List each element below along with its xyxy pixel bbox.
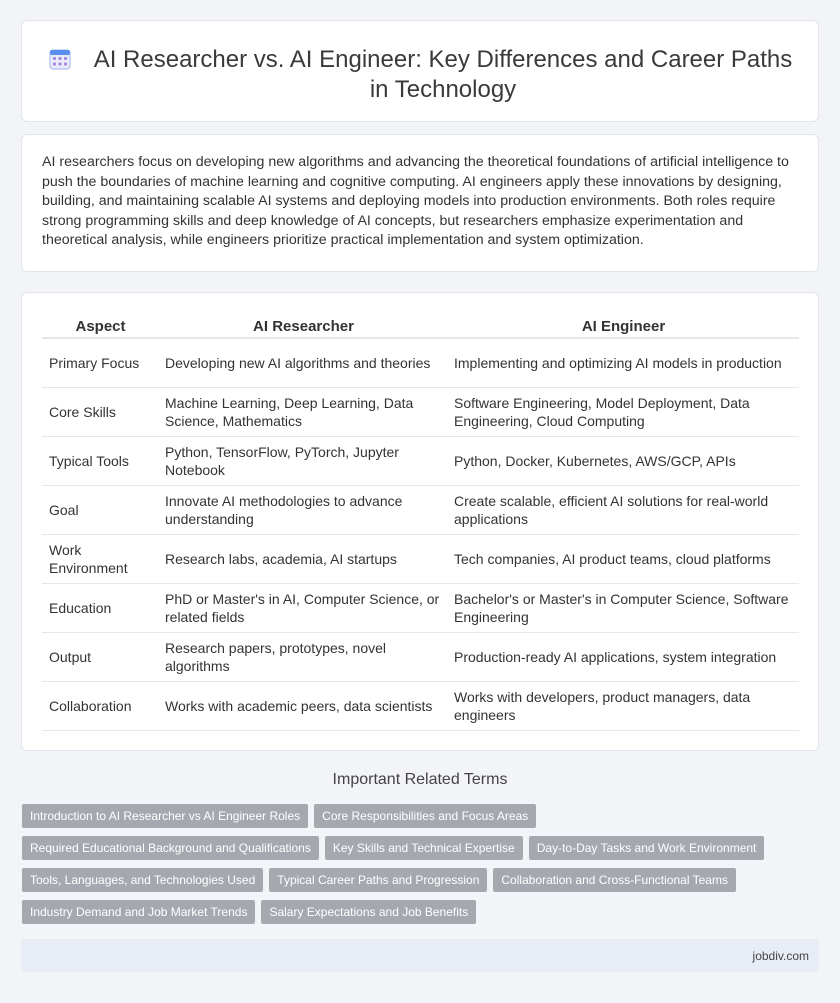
- cell-engineer: Python, Docker, Kubernetes, AWS/GCP, APIs: [448, 436, 799, 485]
- page-title: AI Researcher vs. AI Engineer: Key Differences and Career Paths in Technology: [93, 46, 793, 103]
- cell-aspect: Core Skills: [42, 387, 159, 436]
- table-header-row: [42, 313, 799, 338]
- table-row: [42, 534, 799, 583]
- table-row: [42, 436, 799, 485]
- cell-researcher: Research labs, academia, AI startups: [159, 534, 448, 583]
- table-row: [42, 338, 799, 387]
- cell-aspect: Typical Tools: [42, 436, 159, 485]
- header-ai-engineer: AI Engineer: [448, 313, 799, 338]
- header-ai-researcher: AI Researcher: [159, 313, 448, 338]
- related-term-tag[interactable]: Tools, Languages, and Technologies Used: [22, 868, 263, 892]
- footer-bar: [21, 939, 819, 972]
- related-term-tag[interactable]: Day-to-Day Tasks and Work Environment: [529, 836, 765, 860]
- related-term-tag[interactable]: Typical Career Paths and Progression: [269, 868, 487, 892]
- cell-engineer: Software Engineering, Model Deployment, Data Engineering, Cloud Computing: [448, 387, 799, 436]
- related-term-tag[interactable]: Industry Demand and Job Market Trends: [22, 900, 255, 924]
- table-row: [42, 583, 799, 632]
- cell-engineer: Works with developers, product managers, data engineers: [448, 681, 799, 730]
- cell-engineer: Bachelor's or Master's in Computer Science, Software Engineering: [448, 583, 799, 632]
- table-row: [42, 387, 799, 436]
- cell-researcher: Machine Learning, Deep Learning, Data Science, Mathematics: [159, 387, 448, 436]
- related-terms-tags: [22, 804, 782, 932]
- related-term-tag[interactable]: Key Skills and Technical Expertise: [325, 836, 523, 860]
- header-aspect: Aspect: [42, 313, 159, 338]
- cell-researcher: Developing new AI algorithms and theories: [159, 338, 448, 387]
- table-row: [42, 485, 799, 534]
- cell-aspect: Output: [42, 632, 159, 681]
- footer-site-link[interactable]: jobdiv.com: [752, 949, 809, 963]
- cell-aspect: Collaboration: [42, 681, 159, 730]
- intro-paragraph: AI researchers focus on developing new algorithms and advancing the theoretical foundations of artificial intelligence to push the boundaries of machine learning and cognitive computing. AI engineers apply these innovations by designing, building, and maintaining scalable AI systems and deploying models into production environments. Both roles require strong programming skills and deep knowledge of AI concepts, but researchers emphasize experimentation and theoretical analysis, while engineers prioritize practical implementation and system optimization.: [42, 154, 789, 248]
- cell-researcher: Works with academic peers, data scientists: [159, 681, 448, 730]
- related-term-tag[interactable]: Required Educational Background and Qualifications: [22, 836, 319, 860]
- cell-aspect: Primary Focus: [42, 338, 159, 387]
- related-term-tag[interactable]: Core Responsibilities and Focus Areas: [314, 804, 536, 828]
- cell-researcher: Innovate AI methodologies to advance understanding: [159, 485, 448, 534]
- comparison-card: [21, 292, 819, 751]
- intro-card: [21, 134, 819, 272]
- cell-aspect: Work Environment: [42, 534, 159, 583]
- table-row: [42, 681, 799, 730]
- cell-aspect: Goal: [42, 485, 159, 534]
- related-term-tag[interactable]: Salary Expectations and Job Benefits: [261, 900, 476, 924]
- cell-researcher: PhD or Master's in AI, Computer Science, or related fields: [159, 583, 448, 632]
- title-card: [21, 20, 819, 122]
- cell-engineer: Create scalable, efficient AI solutions for real-world applications: [448, 485, 799, 534]
- related-terms-heading: Important Related Terms: [332, 771, 508, 788]
- calendar-icon: [48, 47, 72, 71]
- cell-engineer: Production-ready AI applications, system integration: [448, 632, 799, 681]
- related-term-tag[interactable]: Introduction to AI Researcher vs AI Engineer Roles: [22, 804, 308, 828]
- comparison-table: [42, 313, 799, 731]
- related-term-tag[interactable]: Collaboration and Cross-Functional Teams: [493, 868, 736, 892]
- table-row: [42, 632, 799, 681]
- cell-engineer: Implementing and optimizing AI models in production: [448, 338, 799, 387]
- cell-engineer: Tech companies, AI product teams, cloud platforms: [448, 534, 799, 583]
- cell-researcher: Python, TensorFlow, PyTorch, Jupyter Notebook: [159, 436, 448, 485]
- cell-researcher: Research papers, prototypes, novel algorithms: [159, 632, 448, 681]
- cell-aspect: Education: [42, 583, 159, 632]
